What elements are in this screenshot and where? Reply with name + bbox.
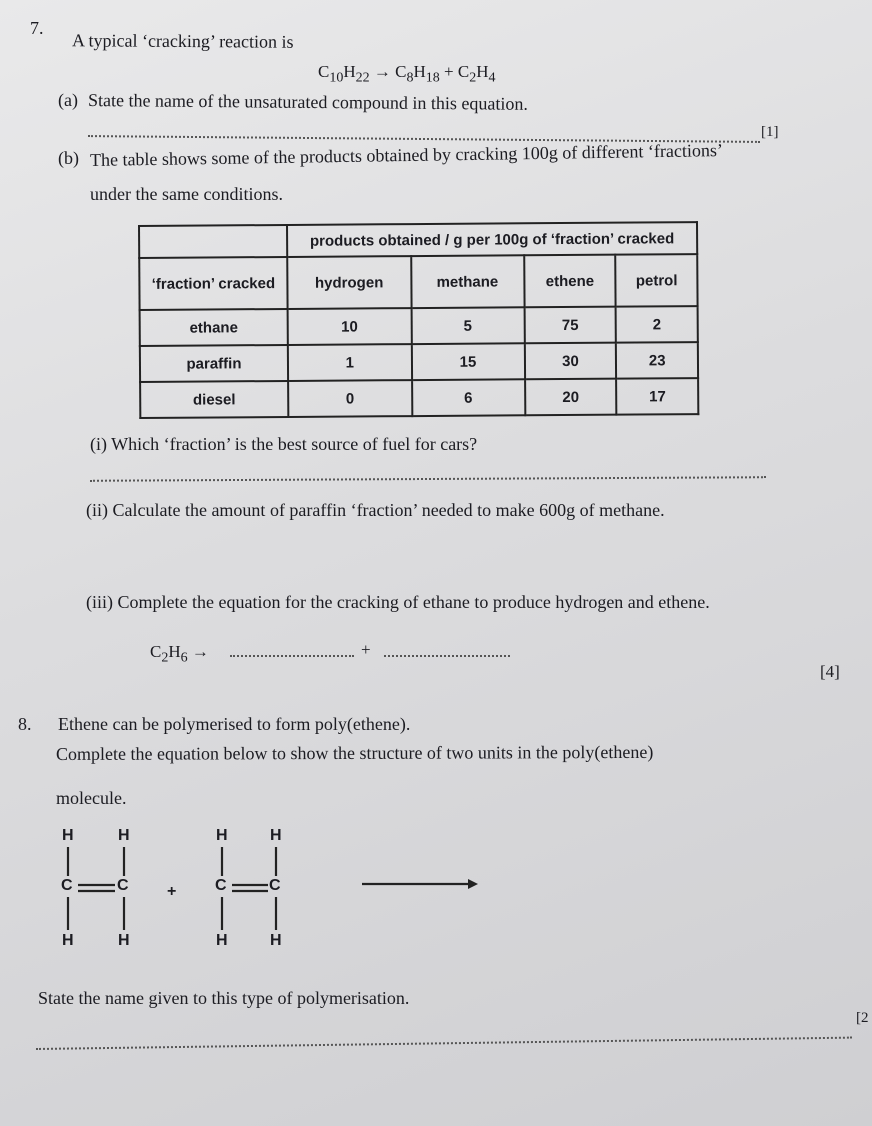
cracking-equation: $C_{10}H_{22} \to C_8H_{18} + C_2H_4$ — [318, 62, 496, 86]
part-b-marks: [4] — [820, 662, 840, 681]
atom-h: H — [118, 932, 130, 949]
atom-c: C — [61, 877, 73, 894]
plus-sign: + — [167, 883, 177, 900]
row-header-cell: ‘fraction’ cracked — [139, 257, 287, 310]
atom-h: H — [118, 827, 130, 844]
question-8-text: State the name given to this type of polymerisation. — [38, 988, 410, 1008]
atom-h: H — [62, 827, 74, 844]
atom-c: C — [117, 877, 129, 894]
atom-h: H — [270, 827, 282, 844]
table-cell: 75 — [524, 307, 616, 344]
table-cell: 23 — [616, 342, 698, 379]
atom-h: H — [216, 932, 228, 949]
atom-c: C — [215, 877, 227, 894]
part-b-i-text: (i) Which ‘fraction’ is the best source of fuel for cars? — [90, 434, 478, 454]
part-b-label: (b) — [58, 148, 79, 168]
question-7-intro: A typical ‘cracking’ reaction is — [71, 30, 294, 52]
question-8-marks: [2 — [856, 1010, 869, 1026]
atom-h: H — [270, 932, 282, 949]
column-header: ethene — [524, 255, 616, 308]
table-cell: 6 — [412, 379, 525, 416]
question-7-number: 7. — [30, 18, 44, 38]
part-a-marks: [1] — [761, 124, 779, 140]
part-b-text-2: under the same conditions. — [90, 184, 283, 204]
table-cell: 1 — [288, 344, 412, 381]
table-cell: 5 — [411, 307, 524, 344]
column-header: petrol — [616, 254, 698, 307]
question-8-line-2: Complete the equation below to show the structure of two units in the poly(ethene) — [55, 741, 654, 764]
table-caption: products obtained / g per 100g of ‘fraction’ cracked — [287, 222, 697, 257]
question-8-line-1: Ethene can be polymerised to form poly(ethene). — [58, 714, 411, 734]
row-label: ethane — [140, 309, 288, 346]
column-header: methane — [411, 255, 524, 308]
ethane-equation: $C_2H_6$ → — [150, 642, 209, 666]
table-cell: 15 — [411, 343, 524, 380]
reaction-arrow: → — [191, 642, 209, 661]
question-8-line-3: molecule. — [56, 788, 127, 808]
table-cell: 2 — [616, 306, 698, 343]
part-a-label: (a) — [58, 90, 78, 110]
table-cell: 10 — [288, 308, 412, 345]
part-b-iii-text: (iii) Complete the equation for the cracking of ethane to produce hydrogen and ethene. — [86, 592, 710, 612]
reaction-arrow: → — [373, 62, 391, 81]
table-cell: 17 — [617, 378, 699, 415]
atom-h: H — [62, 932, 74, 949]
table-cell: 0 — [288, 380, 412, 417]
table-cell: 20 — [525, 379, 617, 416]
atom-h: H — [216, 827, 228, 844]
part-b-ii-text: (ii) Calculate the amount of paraffin ‘fraction’ needed to make 600g of methane. — [86, 500, 665, 520]
plus-sign: + — [361, 640, 371, 659]
part-b-text-1: The table shows some of the products obtained by cracking 100g of different ‘fractions’ — [89, 140, 724, 170]
table-cell: 30 — [524, 343, 616, 380]
atom-c: C — [269, 877, 281, 894]
column-header: hydrogen — [287, 256, 411, 309]
question-8-number: 8. — [18, 714, 32, 734]
row-label: diesel — [140, 381, 288, 418]
row-label: paraffin — [140, 345, 288, 382]
part-a-text: State the name of the unsaturated compound in this equation. — [87, 90, 528, 114]
polymer-arrow-head — [468, 879, 478, 889]
